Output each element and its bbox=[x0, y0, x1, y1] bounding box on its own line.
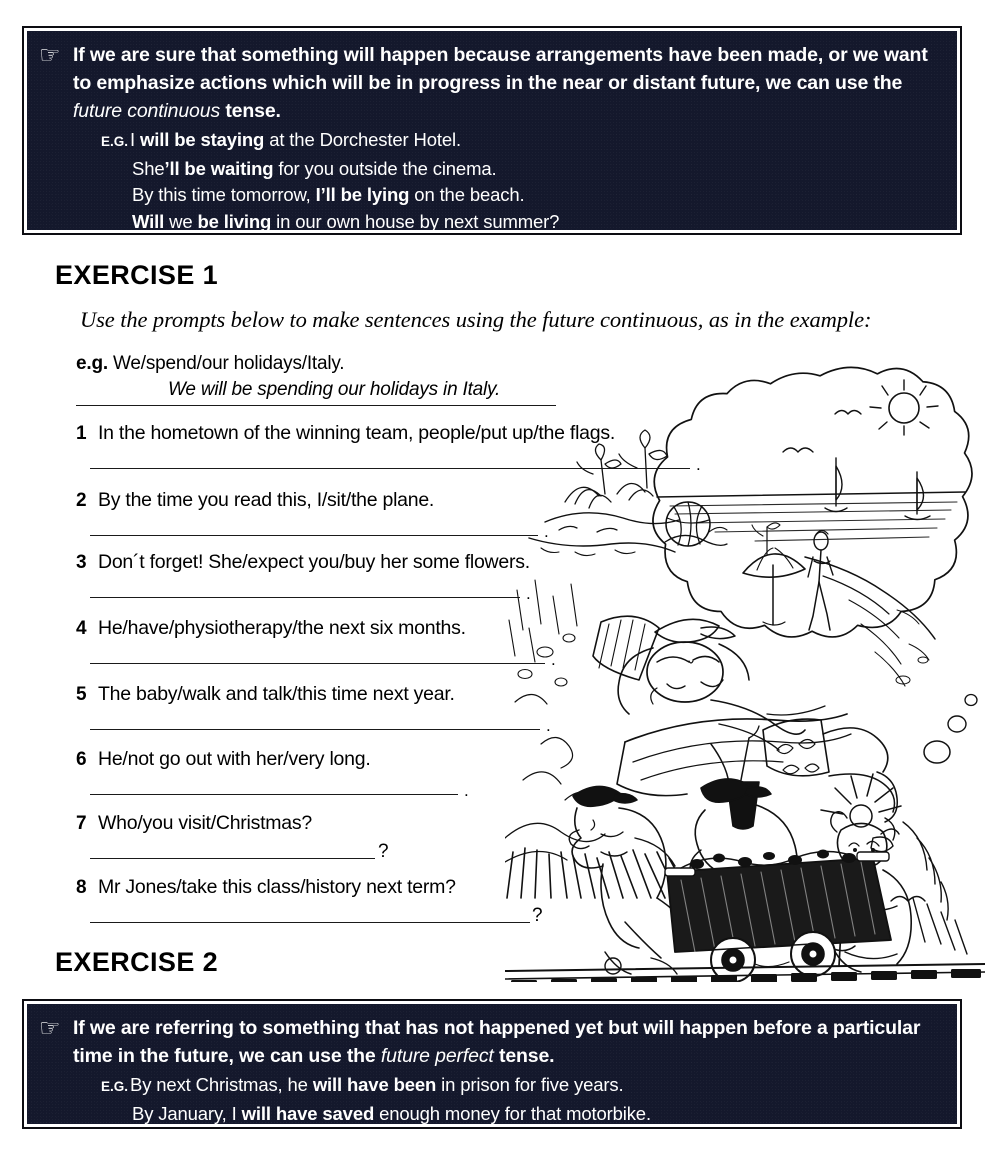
future-perfect-rule-box bbox=[22, 999, 962, 1129]
exercise-2-heading: EXERCISE 2 bbox=[55, 947, 219, 977]
exercise-item-prompt-row bbox=[76, 489, 434, 512]
example-pre: By next Christmas, he bbox=[130, 1074, 313, 1095]
answer-write-line[interactable] bbox=[90, 858, 375, 859]
exercise-item-prompt: He/not go out with her/very long. bbox=[98, 748, 371, 770]
future-continuous-rule-box bbox=[22, 26, 962, 235]
answer-write-line[interactable] bbox=[90, 663, 545, 664]
example-pre: By this time tomorrow, bbox=[132, 184, 316, 205]
exercise-item-number: 8 bbox=[76, 877, 87, 898]
rule-text-part2: tense. bbox=[493, 1045, 555, 1067]
exercise-1-example bbox=[76, 352, 596, 406]
exercise-item-prompt-row bbox=[76, 617, 466, 640]
rule-example-line bbox=[101, 127, 943, 156]
example-post: at the Dorchester Hotel. bbox=[264, 129, 461, 150]
exercise-item-answer-row[interactable] bbox=[76, 521, 549, 543]
exercise-item-answer-row[interactable] bbox=[76, 715, 551, 737]
example-bold: Will bbox=[132, 210, 165, 232]
exercise-item-prompt: Mr Jones/take this class/history next term? bbox=[98, 876, 456, 898]
answer-write-line[interactable] bbox=[90, 535, 538, 536]
exercise-item bbox=[76, 876, 543, 930]
exercise-item-number: 4 bbox=[76, 618, 87, 639]
rule-text-italic: future perfect bbox=[380, 1045, 494, 1067]
exercise-item-prompt: The baby/walk and talk/this time next year. bbox=[98, 683, 455, 705]
answer-write-line[interactable] bbox=[90, 729, 540, 730]
rule-examples bbox=[37, 127, 943, 235]
rule-text bbox=[73, 41, 943, 125]
exercise-item-prompt-row bbox=[76, 683, 455, 706]
example-post: for you outside the cinema. bbox=[273, 157, 497, 179]
example-pre: I bbox=[130, 129, 140, 150]
exercise-item-prompt-row bbox=[76, 812, 312, 835]
exercise-item-answer-row[interactable] bbox=[76, 905, 543, 930]
rule-example-line bbox=[101, 209, 943, 236]
exercise-item-answer-row[interactable] bbox=[76, 454, 701, 476]
exercise-item-prompt-row bbox=[76, 876, 456, 899]
answer-endmark: ? bbox=[378, 841, 389, 862]
example-label: e.g. bbox=[76, 353, 108, 374]
exercise-item bbox=[76, 422, 701, 476]
eg-tag: E.G. bbox=[101, 134, 129, 149]
example-bold: will have saved bbox=[241, 1102, 375, 1124]
answer-write-line[interactable] bbox=[90, 794, 458, 795]
rule-text-part1: If we are referring to something that has not happened yet but will happen before a particular time in the future, we can use the bbox=[73, 1017, 921, 1067]
example-post: on the beach. bbox=[409, 184, 525, 205]
rule-box-inner bbox=[27, 1004, 957, 1124]
exercise-item bbox=[76, 551, 530, 605]
example-post: in our own house by next summer? bbox=[271, 210, 560, 232]
rule-statement bbox=[37, 1014, 943, 1070]
answer-write-line[interactable] bbox=[90, 597, 520, 598]
answer-write-line[interactable] bbox=[90, 468, 690, 469]
exercise-1-instruction: Use the prompts below to make sentences using the future continuous, as in the example: bbox=[80, 307, 872, 332]
exercise-item-prompt-row bbox=[76, 748, 371, 771]
exercise-item-prompt: Don´t forget! She/expect you/buy her some flowers. bbox=[98, 551, 530, 573]
rule-example-line bbox=[101, 1101, 943, 1128]
exercise-item bbox=[76, 683, 551, 737]
exercise-item bbox=[76, 748, 469, 802]
exercise-item-prompt: Who/you visit/Christmas? bbox=[98, 812, 312, 834]
exercise-item bbox=[76, 489, 549, 543]
rule-statement bbox=[37, 41, 943, 125]
answer-endmark: . bbox=[544, 522, 549, 541]
rule-text-italic: future continuous bbox=[73, 100, 221, 122]
example-mid: we bbox=[164, 210, 198, 232]
pointing-hand-icon: ☞ bbox=[39, 1014, 61, 1042]
rule-text bbox=[73, 1014, 943, 1070]
answer-endmark: ? bbox=[532, 905, 543, 926]
rule-example-line bbox=[101, 1072, 943, 1101]
exercise-item bbox=[76, 812, 389, 866]
answer-endmark: . bbox=[526, 584, 531, 603]
example-bold: I’ll be lying bbox=[315, 184, 410, 205]
rule-examples bbox=[37, 1072, 943, 1127]
exercise-item-number: 6 bbox=[76, 749, 87, 770]
example-prompt-text: We/spend/our holidays/Italy. bbox=[113, 353, 345, 374]
eg-tag: E.G. bbox=[101, 1079, 129, 1094]
exercise-item-prompt-row bbox=[76, 551, 530, 574]
exercise-item-number: 2 bbox=[76, 490, 87, 511]
answer-endmark: . bbox=[546, 716, 551, 735]
exercise-item-answer-row[interactable] bbox=[76, 649, 556, 671]
exercise-item-number: 7 bbox=[76, 813, 87, 834]
exercise-item-prompt: In the hometown of the winning team, people/put up/the flags. bbox=[98, 422, 616, 444]
pointing-hand-icon: ☞ bbox=[39, 41, 61, 69]
exercise-item-prompt: He/have/physiotherapy/the next six months. bbox=[98, 617, 466, 639]
exercise-item-answer-row[interactable] bbox=[76, 841, 389, 866]
example-pre: She bbox=[132, 157, 165, 179]
answer-endmark: . bbox=[551, 650, 556, 669]
exercise-item-prompt-row bbox=[76, 422, 615, 445]
exercise-item-number: 5 bbox=[76, 684, 87, 705]
exercise-1-heading: EXERCISE 1 bbox=[55, 260, 219, 290]
example-answer-text: We will be spending our holidays in Italy. bbox=[168, 379, 501, 400]
rule-example-line bbox=[101, 156, 943, 183]
exercise-item-answer-row[interactable] bbox=[76, 583, 530, 605]
example-post: in prison for five years. bbox=[436, 1074, 624, 1095]
rule-box-inner bbox=[27, 31, 957, 230]
answer-endmark: . bbox=[464, 781, 469, 800]
exercise-item bbox=[76, 617, 556, 671]
example-answer-line bbox=[76, 379, 556, 406]
rule-example-line bbox=[101, 182, 943, 209]
example-bold: will have been bbox=[312, 1074, 437, 1095]
example-prompt-row bbox=[76, 352, 596, 376]
example-bold: ’ll be waiting bbox=[164, 157, 274, 179]
exercise-item-number: 3 bbox=[76, 552, 87, 573]
rule-text-part2: tense. bbox=[220, 100, 281, 122]
answer-write-line[interactable] bbox=[90, 922, 530, 923]
exercise-item-prompt: By the time you read this, I/sit/the plane. bbox=[98, 489, 435, 511]
example-bold: will be staying bbox=[140, 129, 265, 150]
exercise-item-number: 1 bbox=[76, 423, 87, 444]
exercise-item-answer-row[interactable] bbox=[76, 780, 469, 802]
example-pre: By January, I bbox=[132, 1102, 242, 1124]
answer-endmark: . bbox=[696, 455, 701, 474]
example-bold-2: be living bbox=[197, 210, 272, 232]
example-post: enough money for that motorbike. bbox=[374, 1102, 651, 1124]
rule-text-part1: If we are sure that something will happen because arrangements have been made, or we want to emphasize actions which will be in progress in the near or distant future, we can use the bbox=[73, 44, 928, 94]
